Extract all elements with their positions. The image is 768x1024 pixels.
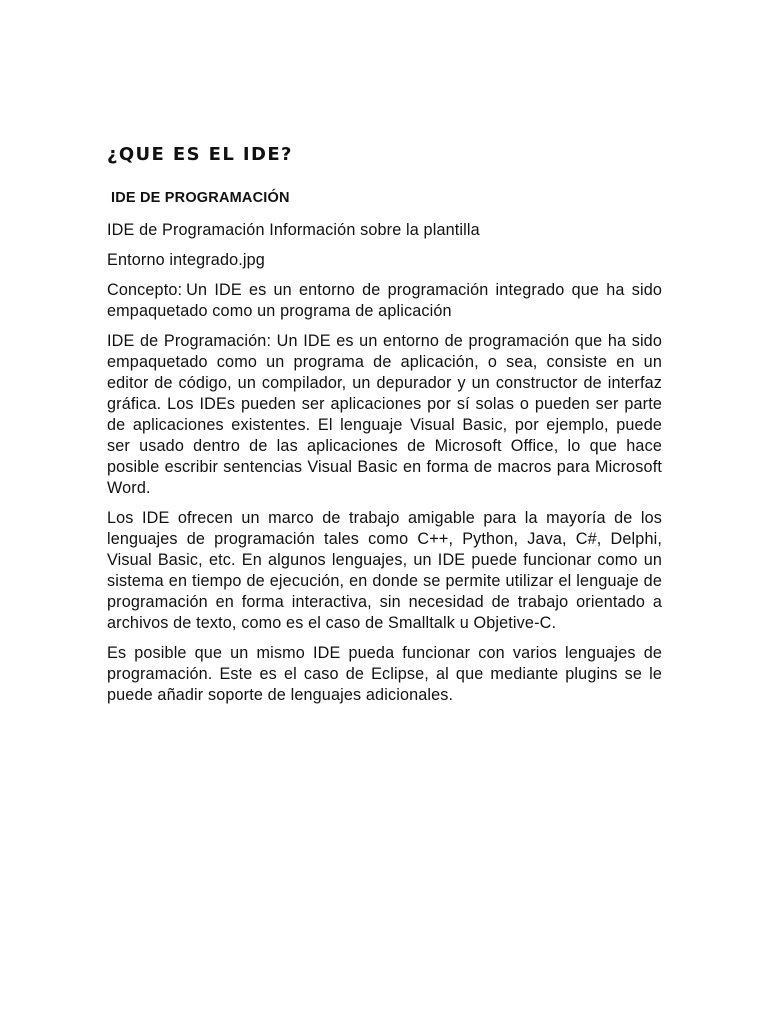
concept-paragraph bbox=[107, 280, 662, 322]
body-paragraph-2: Los IDE ofrecen un marco de trabajo amigable para la mayoría de los lenguajes de programación tales como C++, Python, Java, C#, Delphi, Visual Basic, etc. En algunos lenguajes, un IDE puede funcionar como un sistema en tiempo de ejecución, en donde se permite utilizar el lenguaje de programación en forma interactiva, sin necesidad de trabajo orientado a archivos de texto, como es el caso de Smalltalk u Objetive-C. bbox=[107, 509, 662, 632]
section-subtitle: IDE DE PROGRAMACIÓN bbox=[111, 190, 290, 206]
body-paragraph-1: IDE de Programación: Un IDE es un entorno de programación que ha sido empaquetado como un programa de aplicación, o sea, consiste en un editor de código, un compilador, un depurador y un constructor de interfaz gráfica. Los IDEs pueden ser aplicaciones por sí solas o pueden ser parte de aplicaciones existentes. El lenguaje Visual Basic, por ejemplo, puede ser usado dentro de las aplicaciones de Microsoft Office, lo que hace posible escribir sentencias Visual Basic en forma de macros para Microsoft Word. bbox=[107, 332, 662, 497]
body-paragraph-3: Es posible que un mismo IDE pueda funcionar con varios lenguajes de programación. Este es el caso de Eclipse, al que mediante plugins se le puede añadir soporte de lenguajes adicionales. bbox=[107, 644, 662, 704]
page-title: ¿QUE ES EL IDE? bbox=[107, 144, 293, 165]
template-info-line: IDE de Programación Información sobre la plantilla bbox=[107, 221, 480, 239]
image-filename-line: Entorno integrado.jpg bbox=[107, 251, 265, 269]
concept-text: Un IDE es un entorno de programación integrado que ha sido empaquetado como un programa de aplicación bbox=[107, 281, 662, 320]
concept-label: Concepto: bbox=[107, 281, 183, 299]
